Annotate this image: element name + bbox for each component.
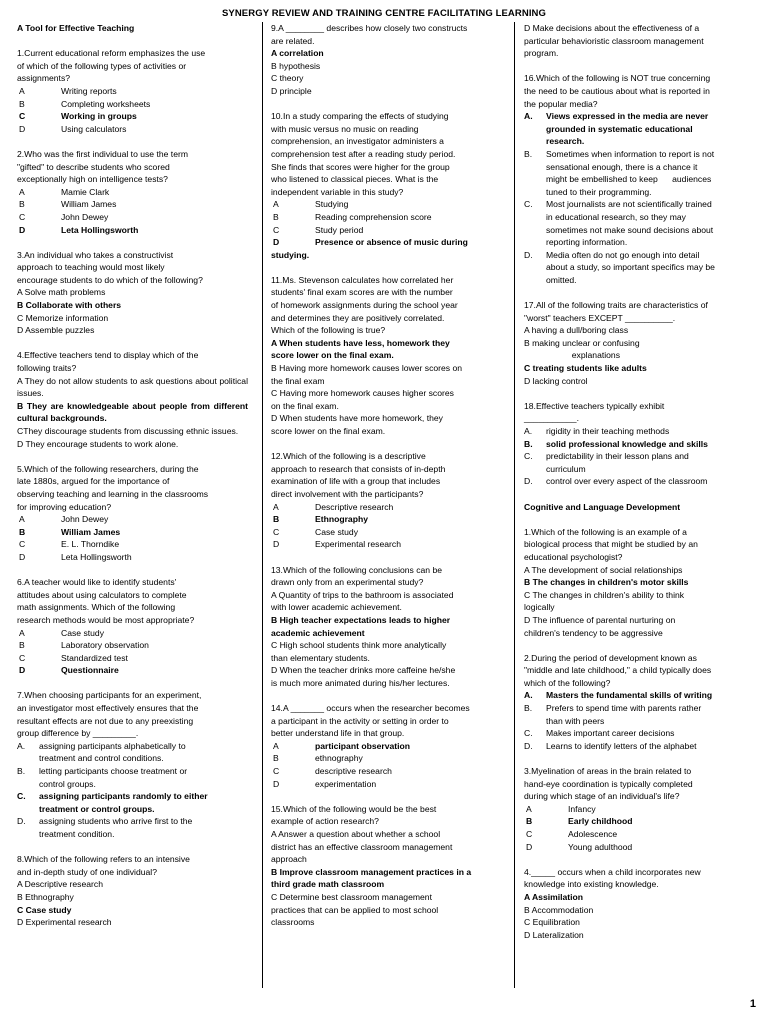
question-text: 7.When choosing participants for an experiment, [17, 690, 202, 701]
answer-option: C Case study [273, 526, 358, 537]
column-divider [262, 22, 263, 988]
answer-option: A Quantity of trips to the bathroom is associated [271, 589, 454, 600]
question-14 [271, 702, 504, 790]
answer-option: is much more animated during his/her lectures. [271, 677, 450, 688]
correct-answer-option: B Early childhood [526, 816, 633, 827]
answer-option: A Case study [19, 627, 104, 638]
question-text: comprehension test after a reading study period. [271, 148, 456, 159]
correct-answer-option: B Collaborate with others [17, 300, 122, 311]
answer-option: D lacking control [524, 375, 588, 386]
section-title: Cognitive and Language Development [524, 501, 681, 512]
correct-answer-option: D Leta Hollingsworth [19, 224, 139, 235]
answer-option: D The influence of parental nurturing on [524, 614, 676, 625]
column-1 [17, 22, 248, 941]
question-text: encourage students to do which of the following? [17, 274, 203, 285]
answer-option: C John Dewey [19, 211, 109, 222]
answer-option: A Infancy [526, 803, 596, 814]
cognitive-question-2 [524, 652, 760, 753]
question-text: 4.Effective teachers tend to display which of the [17, 350, 199, 361]
question-text: exceptionally high on intelligence tests? [17, 174, 168, 185]
question-text: Which of the following is true? [271, 325, 386, 336]
question-text: 3.An individual who takes a constructivist [17, 249, 174, 260]
question-text: comprehension, an investigator administers a [271, 136, 444, 147]
question-text: are related. [271, 35, 315, 46]
question-text: knowledge into existing knowledge. [524, 879, 659, 890]
question-text: research methods would be most appropriate? [17, 614, 195, 625]
question-text: following traits? [17, 363, 77, 374]
question-text: better understand life in that group. [271, 728, 405, 739]
correct-answer-option: B Ethnography [273, 514, 368, 525]
answer-option: D. control over every aspect of the classroom [524, 476, 708, 487]
question-text: 2.During the period of development known as [524, 652, 697, 663]
question-text: approach to teaching would most likely [17, 262, 165, 273]
correct-answer-option: B The changes in children's motor skills [524, 577, 689, 588]
question-text: of which of the following types of activities or [17, 60, 187, 71]
answer-option: D Leta Hollingsworth [19, 551, 132, 562]
answer-option: D Experimental research [17, 917, 112, 928]
answer-option: A Mamie Clark [19, 186, 110, 197]
answer-option: children's tendency to be aggressive [524, 627, 663, 638]
answer-option: A Studying [273, 199, 349, 210]
question-text: students' final exam scores are with the number [271, 287, 453, 298]
correct-answer-option: C. assigning participants randomly to either treatment or control groups. [17, 791, 208, 814]
correct-answer-option: B High teacher expectations leads to higher [271, 614, 451, 625]
question-11 [271, 274, 504, 438]
correct-answer-option: B Improve classroom management practices in a [271, 866, 472, 877]
question-text: with music versus no music on reading [271, 123, 419, 134]
answer-option: C theory [271, 73, 304, 84]
answer-option: A The development of social relationships [524, 564, 683, 575]
question-8 [17, 853, 248, 929]
question-15 [271, 803, 504, 929]
answer-option: approach [271, 854, 307, 865]
question-text: drawn only from an experimental study? [271, 577, 424, 588]
answer-option: A John Dewey [19, 514, 109, 525]
answer-option: A Answer a question about whether a school [271, 829, 441, 839]
answer-option: C E. L. Thorndike [19, 539, 120, 550]
answer-option: D When the teacher drinks more caffeine he/she [271, 665, 456, 676]
correct-answer-option: C Working in groups [19, 111, 137, 122]
question-text: biological process that might be studied by an [524, 539, 698, 550]
answer-option: D experimentation [273, 778, 377, 789]
question-text: the popular media? [524, 98, 598, 109]
answer-option: than elementary students. [271, 652, 370, 663]
page-header: SYNERGY REVIEW AND TRAINING CENTRE FACILITATING LEARNING [221, 8, 547, 19]
question-text: examination of life with a group that includes [271, 476, 441, 487]
question-text: direct involvement with the participants? [271, 488, 424, 499]
answer-option: CThey discourage students from discussing ethnic issues. [17, 426, 239, 436]
question-text: 14.A _______ occurs when the researcher becomes [271, 703, 470, 714]
correct-answer-option: D Presence or absence of music during [273, 237, 468, 248]
question-text: 12.Which of the following is a descriptive [271, 451, 426, 462]
question-17 [524, 299, 760, 387]
answer-option: particular behavioristic classroom management [524, 35, 704, 46]
question-text: example of action research? [271, 816, 379, 827]
question-text: 3.Myelination of areas in the brain related to [524, 766, 692, 777]
column-divider [514, 22, 515, 988]
answer-option: A. assigning participants alphabetically to treatment and control conditions. [17, 740, 186, 764]
answer-option: B. Sometimes when information to report is not sensational enough, there is a chance it might be embellished to keep audiences tuned to their programming. [524, 148, 715, 197]
question-text: and in-depth study of one individual? [17, 866, 157, 877]
question-text: 2.Who was the first individual to use the term [17, 148, 188, 159]
answer-option: D When students have more homework, they [271, 413, 443, 424]
question-text: "gifted" to describe students who scored [17, 161, 170, 172]
column-3 [524, 22, 760, 954]
question-text: hand-eye coordination is typically completed [524, 778, 693, 789]
question-text: late 1880s, argued for the importance of [17, 476, 170, 487]
answer-option: A Descriptive research [273, 501, 394, 512]
answer-option: D. Media often do not go enough into detail about a study, so important specifics may be omitted. [524, 249, 715, 285]
question-4 [17, 349, 248, 450]
column-2 [271, 22, 504, 941]
question-3 [17, 249, 248, 337]
answer-option: on the final exam. [271, 400, 339, 411]
answer-option: D Make decisions about the effectiveness of a [524, 23, 700, 33]
question-text: 11.Ms. Stevenson calculates how correlated her [271, 274, 454, 285]
question-text: of homework assignments during the school year [271, 300, 458, 311]
correct-answer-option: A. Masters the fundamental skills of writing [524, 690, 713, 701]
answer-option: B ethnography [273, 753, 363, 764]
question-15-continued [524, 22, 760, 60]
correct-answer-option: A When students have less, homework they [271, 337, 450, 348]
answer-option: logically [524, 602, 555, 613]
answer-option: practices that can be applied to most school [271, 904, 439, 915]
question-text: approach to research that consists of in-depth [271, 463, 446, 474]
question-text: 8.Which of the following refers to an intensive [17, 854, 190, 865]
question-text: for improving education? [17, 501, 112, 512]
answer-option: B Having more homework causes lower scores on [271, 363, 463, 374]
question-5 [17, 463, 248, 564]
question-text: 1.Which of the following is an example of a [524, 526, 687, 537]
question-text: "middle and late childhood," a child typically does [524, 665, 712, 676]
correct-answer-option: academic achievement [271, 627, 365, 638]
question-text: 4._____ occurs when a child incorporates new [524, 866, 701, 877]
answer-option: A. rigidity in their teaching methods [524, 426, 670, 436]
question-7 [17, 689, 248, 840]
correct-answer-option: C Case study [17, 904, 72, 915]
correct-answer-option: A Assimilation [524, 891, 584, 902]
answer-option: A having a dull/boring class [524, 325, 629, 336]
question-text: a participant in the activity or setting in order to [271, 715, 449, 726]
answer-option: the final exam [271, 375, 325, 386]
answer-option: B Ethnography [17, 891, 74, 902]
answer-option: B making unclear or confusing [524, 337, 640, 348]
question-text: math assignments. Which of the following [17, 602, 176, 613]
question-10 [271, 110, 504, 261]
answer-option: D. assigning students who arrive first to the treatment condition. [17, 816, 193, 839]
answer-option: C Standardized test [19, 652, 128, 663]
answer-option: B. letting participants choose treatment or control groups. [17, 766, 188, 789]
answer-option: C. predictability in their lesson plans and curriculum [524, 451, 689, 474]
page-number: 1 [749, 998, 756, 1010]
cognitive-question-4 [524, 866, 760, 942]
section-title: A Tool for Effective Teaching [17, 23, 135, 33]
correct-answer-option: third grade math classroom [271, 879, 385, 890]
answer-option: C. Makes important career decisions [524, 728, 675, 739]
question-9 [271, 22, 504, 98]
correct-answer-option: B William James [19, 526, 121, 537]
question-text: 15.Which of the following would be the best [271, 803, 437, 814]
answer-option: B Completing worksheets [19, 98, 151, 109]
answer-option: A Writing reports [19, 85, 117, 96]
question-text: 9.A ________ describes how closely two constructs [271, 23, 468, 33]
correct-answer-option: B They are knowledgeable about people from different cultural backgrounds. [17, 400, 248, 424]
question-text: which of the following? [524, 677, 611, 688]
answer-option: D Young adulthood [526, 841, 633, 852]
answer-option: D Lateralization [524, 929, 584, 940]
question-text: 17.All of the following traits are characteristics of [524, 300, 708, 311]
question-text: 5.Which of the following researchers, during the [17, 463, 199, 474]
correct-answer-option: B. solid professional knowledge and skills [524, 438, 708, 449]
answer-option: B. Prefers to spend time with parents rather than with peers [524, 703, 702, 726]
question-13 [271, 564, 504, 690]
question-text: She finds that scores were higher for the group [271, 161, 450, 172]
answer-option: B Accommodation [524, 904, 594, 915]
question-text: resultant effects are not due to any preexisting [17, 715, 194, 726]
question-6 [17, 576, 248, 677]
answer-option: A Solve math problems [17, 287, 106, 298]
answer-option: C The changes in children's ability to think [524, 589, 685, 600]
correct-answer-option: score lower on the final exam. [271, 350, 394, 361]
question-text: the need to be cautious about what is reported in [524, 85, 710, 96]
answer-option: D They encourage students to work alone. [17, 438, 179, 449]
question-text: educational psychologist? [524, 551, 623, 562]
question-18 [524, 400, 760, 488]
question-text: an investigator most effectively ensures that the [17, 703, 199, 714]
answer-option: C Having more homework causes higher scores [271, 388, 454, 399]
question-text: 6.A teacher would like to identify students' [17, 577, 177, 588]
answer-option: A Descriptive research [17, 879, 103, 890]
question-16 [524, 72, 760, 286]
answer-option: D. Learns to identify letters of the alphabet [524, 740, 697, 751]
answer-option: with lower academic achievement. [271, 602, 402, 613]
question-text: 1.Current educational reform emphasizes the use [17, 48, 206, 59]
question-text: attitudes about using calculators to complete [17, 589, 187, 600]
answer-option: program. [524, 48, 559, 59]
correct-answer-option: A correlation [271, 48, 324, 59]
question-1 [17, 47, 248, 135]
answer-option: B hypothesis [271, 60, 321, 71]
question-text: ___________. [524, 413, 579, 424]
cognitive-question-3 [524, 765, 760, 853]
answer-option: D Experimental research [273, 539, 401, 550]
question-text: observing teaching and learning in the classrooms [17, 488, 209, 499]
answer-option: D Assemble puzzles [17, 325, 95, 336]
answer-option: B William James [19, 199, 117, 210]
answer-option: classrooms [271, 917, 315, 928]
question-text: "worst" teachers EXCEPT __________. [524, 312, 676, 323]
answer-option: explanations [524, 350, 621, 361]
question-text: who listened to classical pieces. What is the [271, 174, 439, 185]
answer-option: B Laboratory observation [19, 640, 149, 651]
question-text: 13.Which of the following conclusions can be [271, 564, 443, 575]
question-text: 10.In a study comparing the effects of studying [271, 111, 449, 122]
answer-option: C descriptive research [273, 766, 392, 777]
answer-option: C Equilibration [524, 917, 580, 928]
correct-answer-option: D Questionnaire [19, 665, 119, 676]
correct-answer-option: A. Views expressed in the media are never grounded in systematic educational research. [524, 111, 709, 147]
answer-option: score lower on the final exam. [271, 426, 386, 436]
answer-option: D Using calculators [19, 123, 127, 134]
question-text: assignments? [17, 73, 71, 84]
answer-option: B Reading comprehension score [273, 211, 432, 222]
answer-option: C High school students think more analytically [271, 640, 447, 651]
question-text: during which stage of an individual's life? [524, 791, 680, 802]
cognitive-question-1 [524, 526, 760, 639]
question-text: group difference by _________. [17, 728, 139, 739]
question-text: 18.Effective teachers typically exhibit [524, 400, 665, 411]
answer-option: C Memorize information [17, 312, 109, 323]
question-12 [271, 450, 504, 551]
correct-answer-option: C treating students like adults [524, 363, 647, 374]
answer-option: D principle [271, 85, 312, 96]
correct-answer-option: studying. [271, 249, 310, 260]
answer-option: C. Most journalists are not scientifically trained in educational research, so they may sometimes not make sound decisions about reporting information. [524, 199, 714, 248]
correct-answer-option: A participant observation [273, 740, 411, 751]
answer-option: district has an effective classroom management [271, 841, 453, 852]
question-text: 16.Which of the following is NOT true concerning [524, 73, 711, 84]
answer-option: C Study period [273, 224, 364, 235]
question-text: independent variable in this study? [271, 186, 404, 197]
answer-option: C Adolescence [526, 829, 618, 839]
question-text: and determines they are positively correlated. [271, 312, 445, 323]
answer-option: C Determine best classroom management [271, 891, 432, 902]
answer-option: A They do not allow students to ask questions about political issues. [17, 375, 248, 399]
question-2 [17, 148, 248, 236]
